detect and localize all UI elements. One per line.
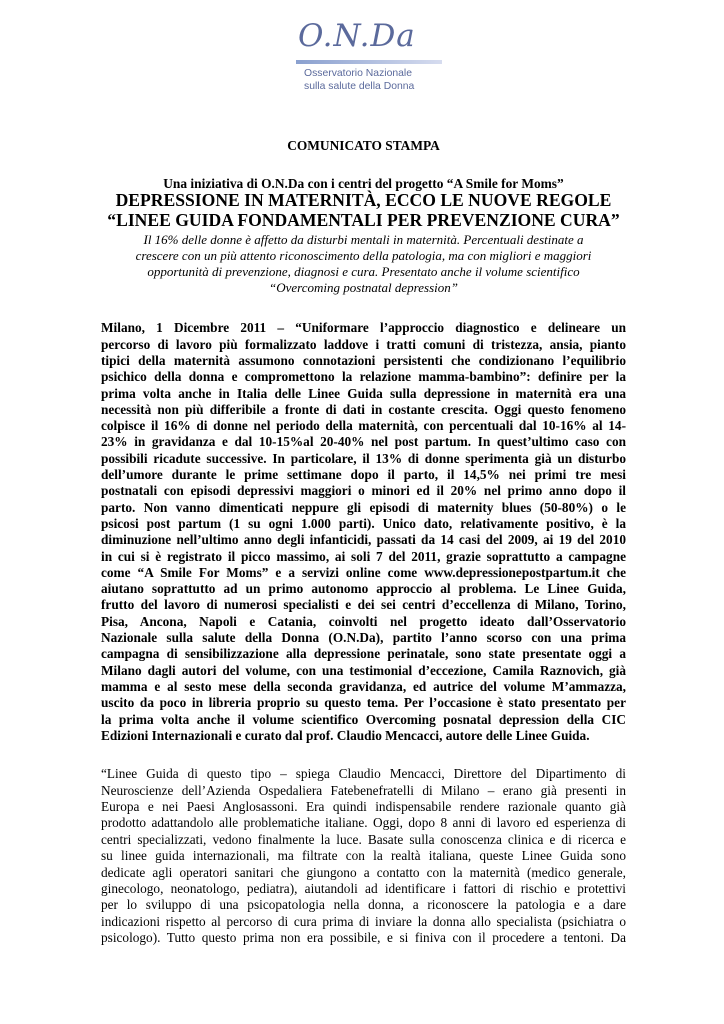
onda-logo bbox=[296, 18, 442, 96]
text-line: indicazioni rispetto al percorso di cura prima di inviare la donna allo specialista (psichiatra o bbox=[101, 913, 626, 929]
text-line: per lo sviluppo di una psicopatologia nella donna, a riconoscere la patologia e a dare bbox=[101, 897, 626, 913]
intro-line: Il 16% delle donne è affetto da disturbi mentali in maternità. Percentuali destinate a bbox=[143, 231, 584, 247]
text-line: psicologo). Tutto questo prima non era possibile, e si finiva con il procedere a tentoni. Da bbox=[101, 930, 626, 946]
text-line: frutto del lavoro di numerosi specialisti e dei sei centri d’eccellenza di Milano, Torino, bbox=[101, 597, 626, 613]
text-line: Milano, 1 Dicembre 2011 – “Uniformare l’approccio diagnostico e delineare un bbox=[101, 320, 626, 336]
paragraph-lead bbox=[101, 320, 626, 744]
text-line: prodotto adattandolo alle problematiche italiane. Oggi, dopo 8 anni di lavoro ed esperienza di bbox=[101, 815, 626, 831]
text-line: Nazionale sulla salute della Donna (O.N.Da), partito l’anno scorso con una prima bbox=[101, 630, 626, 646]
text-line: su linee guida internazionali, ma filtrate con la realtà italiana, queste Linee Guida sono bbox=[101, 848, 626, 864]
logo-line-1: Osservatorio Nazionale bbox=[304, 68, 412, 79]
text-line: aiutano soprattutto ad un primo autonomo approccio al problema. Le Linee Guida, bbox=[101, 581, 626, 597]
text-line: “Linee Guida di questo tipo – spiega Claudio Mencacci, Direttore del Dipartimento di bbox=[101, 766, 626, 782]
logo-caption bbox=[304, 68, 414, 93]
intro-line: “Overcoming postnatal depression” bbox=[269, 280, 458, 296]
text-line: Neuroscienze dell’Azienda Ospedaliera Fatebenefratelli di Milano – erano già presenti in bbox=[101, 782, 626, 798]
text-line: Europa e nei Paesi Anglosassoni. Era quindi indispensabile rendere razionale quanto già bbox=[101, 798, 626, 814]
text-line: necessità non più differibile a fronte di dati in costante crescita. Oggi questo fenomeno bbox=[101, 401, 626, 417]
text-line: ginecologo, neonatologo, pediatra), aiutandoli ad identificare i fattori di rischio e protettivi bbox=[101, 880, 626, 896]
paragraph-quote bbox=[101, 766, 626, 946]
logo-underline bbox=[296, 60, 442, 64]
intro-line: crescere con un più attento riconoscimento della patologia, ma con migliori e maggiori bbox=[135, 247, 592, 263]
text-line: campagna di sensibilizzazione alla depressione perinatale, sono state presentate oggi a bbox=[101, 646, 626, 662]
text-line: in cui si è registrato il picco massimo, ai soli 7 del 2011, grazie soprattutto a campagne bbox=[101, 548, 626, 564]
text-line: colpisce il 16% di donne nel periodo della maternità, con percentuali dal 10-16% al 14- bbox=[101, 418, 626, 434]
text-line: percorso di lavoro più formalizzato laddove i tratti comuni di tristezza, ansia, pianto bbox=[101, 336, 626, 352]
text-line: la prima volta anche il volume scientifico Overcoming posnatal depression della CIC bbox=[101, 711, 626, 727]
text-line: dedicate agli operatori sanitari che giungono a contatto con la maternità (medico generale, bbox=[101, 864, 626, 880]
text-line: 23% in gravidanza e dal 10-15%al 20-40% nel post partum. In quest’ultimo caso con bbox=[101, 434, 626, 450]
headline-2: “LINEE GUIDA FONDAMENTALI PER PREVENZIONE CURA” bbox=[107, 209, 620, 230]
text-line: possibili ricadute successive. In particolare, il 13% di donne sperimenta già un disturbo bbox=[101, 450, 626, 466]
intro-line: opportunità di prevenzione, diagnosi e cura. Presentato anche il volume scientifico bbox=[147, 264, 580, 279]
doc-label: COMUNICATO STAMPA bbox=[287, 138, 440, 153]
text-line: mamma e al sesto mese della seconda gravidanza, ed autrice del volume M’ammazza, bbox=[101, 678, 626, 694]
text-line: centri specializzati, vedono finalmente la luce. Basate sulla conoscenza clinica e di ricerca e bbox=[101, 831, 626, 847]
text-line: uscito da poco in libreria proprio su questo tema. Per l’occasione è stato presentato per bbox=[101, 695, 626, 711]
intro-summary bbox=[101, 232, 626, 297]
subtitle: Una iniziativa di O.N.Da con i centri del progetto “A Smile for Moms” bbox=[163, 176, 564, 191]
text-line: Edizioni Internazionali e curato dal prof. Claudio Mencacci, autore delle Linee Guida. bbox=[101, 727, 590, 743]
press-release bbox=[101, 138, 626, 947]
text-line: Milano dagli autori del volume, con una testimonial d’eccezione, Camila Raznovich, già bbox=[101, 662, 626, 678]
logo-line-2: sulla salute della Donna bbox=[304, 80, 415, 92]
text-line: postnatali con episodi depressivi maggiori o minori ed il 20% nel primo anno dopo il bbox=[101, 483, 626, 499]
text-line: psichico della donna e compromettono la relazione mamma-bambino”: definire per la bbox=[101, 369, 626, 385]
text-line: prima volta anche in Italia delle Linee Guida sulla depressione in maternità era una bbox=[101, 385, 626, 401]
text-line: psicosi post partum (1 su ogni 1.000 parti). Unico dato, relativamente positivo, è la bbox=[101, 515, 626, 531]
text-line: tipici della maternità assumono connotazioni persistenti che condizionano l’equilibrio bbox=[101, 353, 626, 368]
text-line: diminuzione nell’ultimo anno degli infanticidi, passati da 14 casi del 2009, ai 19 del 2010 bbox=[101, 532, 626, 548]
text-line: parto. Non vanno dimenticati neppure gli episodi di maternity blues (50-80%) o le bbox=[101, 499, 626, 515]
text-line: Pisa, Ancona, Napoli e Catania, coinvolti nel progetto ideato dall’Osservatorio bbox=[101, 613, 626, 629]
text-line: dell’umore durante le prime settimane dopo il parto, il 14,5% nei primi tre mesi bbox=[101, 467, 626, 483]
headline-1: DEPRESSIONE IN MATERNITÀ, ECCO LE NUOVE REGOLE bbox=[115, 190, 612, 210]
logo-mark: O.N.Da bbox=[298, 18, 416, 54]
text-line: come “A Smile For Moms” e a servizi online come www.depressionepostpartum.it che bbox=[101, 564, 626, 580]
